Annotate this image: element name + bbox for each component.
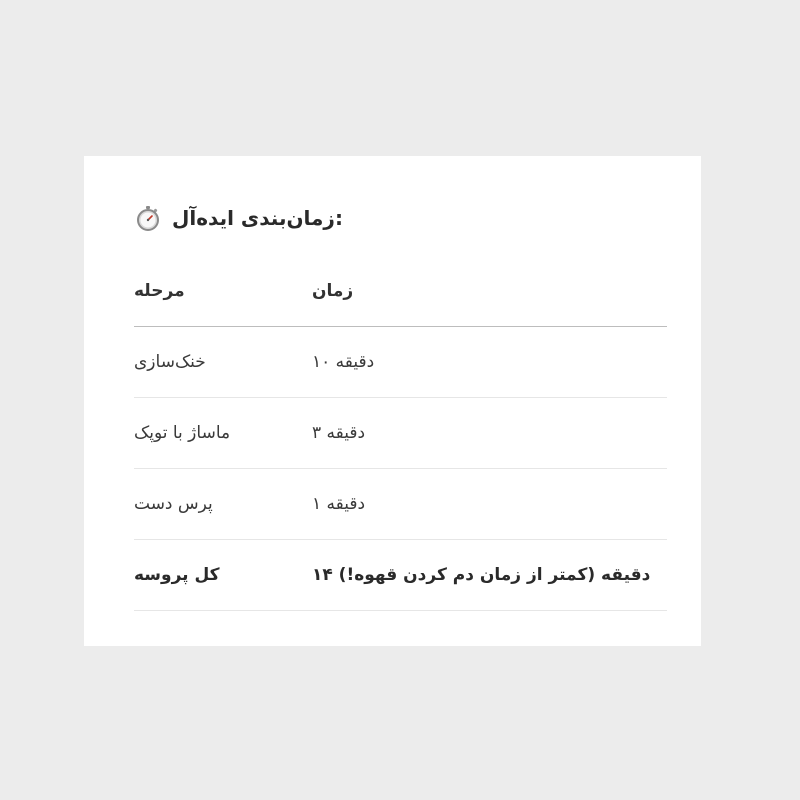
table-total-row — [134, 540, 667, 611]
row-stage: خنک‌سازی — [134, 352, 206, 372]
table-header-row — [134, 256, 667, 327]
row-time: ۱ دقیقه — [312, 494, 366, 514]
timing-card — [84, 156, 701, 646]
timing-table — [134, 256, 667, 611]
row-stage: پرس دست — [134, 494, 213, 514]
row-time: ۳ دقیقه — [312, 423, 366, 443]
stopwatch-icon — [134, 204, 162, 232]
table-row — [134, 398, 667, 469]
total-time: ۱۴ دقیقه (کمتر از زمان دم کردن قهوه!) — [312, 565, 651, 585]
table-row — [134, 469, 667, 540]
card-title-row — [134, 200, 424, 236]
header-stage: مرحله — [134, 281, 185, 301]
table-row — [134, 327, 667, 398]
header-time: زمان — [312, 281, 354, 301]
total-stage: کل پروسه — [134, 565, 220, 585]
card-title: زمان‌بندی ایده‌آل: — [172, 206, 343, 230]
row-time: ۱۰ دقیقه — [312, 352, 375, 372]
row-stage: ماساژ با توپک — [134, 423, 231, 443]
